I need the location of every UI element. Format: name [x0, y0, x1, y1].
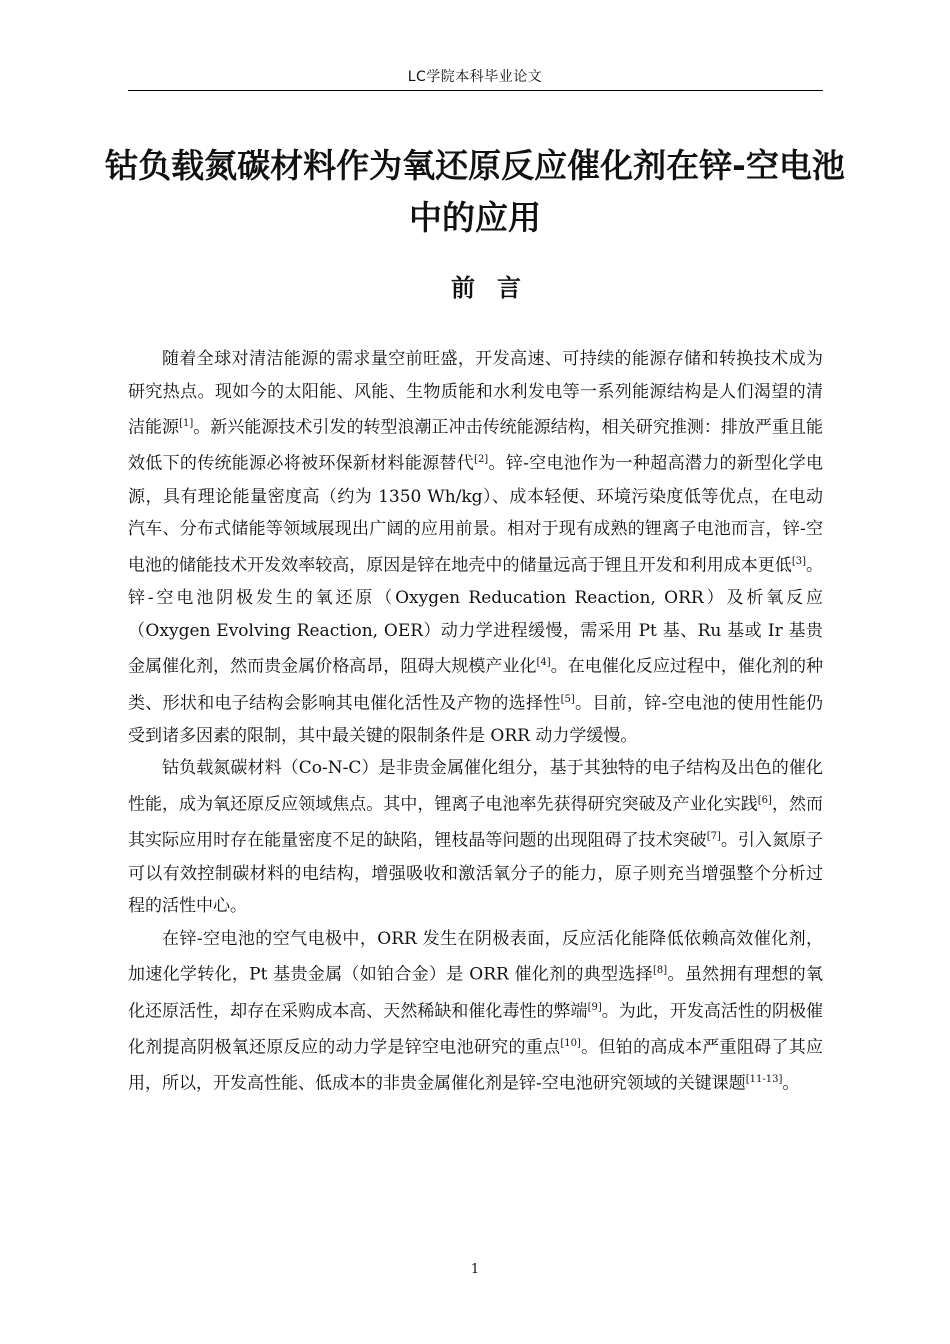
- header-divider: [128, 90, 823, 91]
- paper-title: 钴负载氮碳材料作为氧还原反应催化剂在锌-空电池中的应用: [105, 146, 845, 237]
- body-text: [128, 343, 823, 1100]
- paragraph: 在锌-空电池的空气电极中，ORR 发生在阴极表面，反应活化能降低依赖高效催化剂，加速化学转化，Pt 基贵金属（如铂合金）是 ORR 催化剂的典型选择[8]。虽然拥有理想的氧化还原活性，却存在采购成本高、天然稀缺和催化毒性的弊端[9]。为此，开发高活性的阴极催化剂提高阴极氧还原反应的动力学是锌空电池研究的重点[10]。但铂的高成本严重阻碍了其应用，所以，开发高性能、低成本的非贵金属催化剂是锌-空电池研究领域的关键课题[11-13]。: [128, 928, 824, 1094]
- citation-marker: [5]: [560, 693, 575, 705]
- citation-marker: [9]: [587, 1001, 602, 1013]
- citation-marker: [7]: [706, 831, 721, 843]
- page-number: 1: [470, 1262, 480, 1277]
- paragraph: 钴负载氮碳材料（Co-N-C）是非贵金属催化组分，基于其独特的电子结构及出色的催化性能，成为氧还原反应领域焦点。其中，锂离子电池率先获得研究突破及产业化实践[6]，然而其实际应用时存在能量密度不足的缺陷，锂枝晶等问题的出现阻碍了技术突破[7]。引入氮原子可以有效控制碳材料的电结构，增强吸收和激活氧分子的能力，原子则充当增强整个分析过程的活性中心。: [128, 758, 823, 917]
- running-header: LC学院本科毕业论文: [407, 69, 543, 85]
- citation-marker: [1]: [179, 418, 194, 430]
- citation-marker: [11-13]: [745, 1074, 783, 1086]
- citation-marker: [6]: [757, 795, 772, 806]
- citation-marker: [10]: [560, 1037, 581, 1049]
- citation-marker: [4]: [536, 657, 551, 669]
- citation-marker: [3]: [791, 555, 806, 567]
- section-title: 前言: [451, 274, 543, 302]
- paragraph: 随着全球对清洁能源的需求量空前旺盛，开发高速、可持续的能源存储和转换技术成为研究热点。现如今的太阳能、风能、生物质能和水利发电等一系列能源结构是人们渴望的清洁能源[1]。新兴能源技术引发的转型浪潮正冲击传统能源结构，相关研究推测：排放严重且能效低下的传统能源必将被环保新材料能源替代[2]。锌-空电池作为一种超高潜力的新型化学电源，具有理论能量密度高（约为 1350 Wh/kg）、成本轻便、环境污染度低等优点，在电动汽车、分布式储能等领域展现出广阔的应用前景。相对于现有成熟的锂离子电池而言，锌-空电池的储能技术开发效率较高，原因是锌在地壳中的储量远高于锂且开发和利用成本更低[3]。锌-空电池阴极发生的氧还原（Oxygen Reducation Reaction, ORR）及析氧反应（Oxygen Evolving Reaction, OER）动力学进程缓慢，需采用 Pt 基、Ru 基或 Ir 基贵金属催化剂，然而贵金属价格高昂，阻碍大规模产业化[4]。在电催化反应过程中，催化剂的种类、形状和电子结构会影响其电催化活性及产物的选择性[5]。目前，锌-空电池的使用性能仍受到诸多因素的限制，其中最关键的限制条件是 ORR 动力学缓慢。: [128, 349, 824, 746]
- citation-marker: [8]: [653, 965, 668, 977]
- citation-marker: [2]: [474, 454, 489, 466]
